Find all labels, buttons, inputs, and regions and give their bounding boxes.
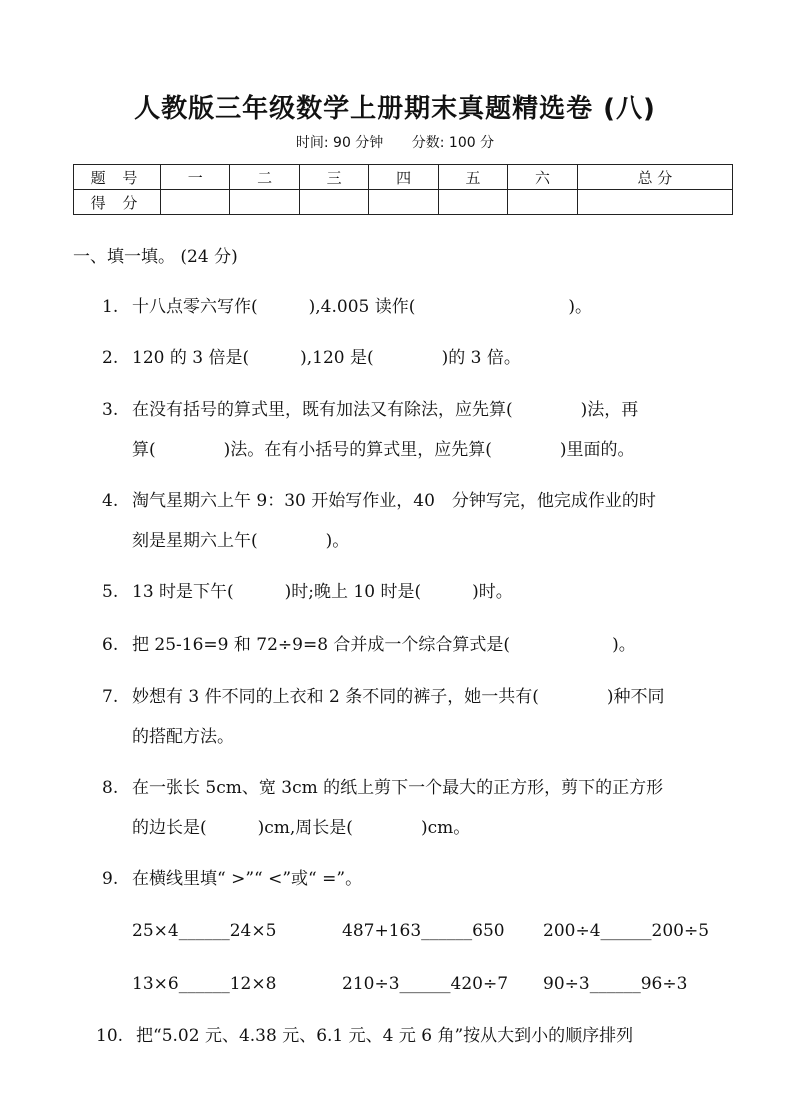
comparison-item: 13×6______12×8 — [132, 974, 277, 994]
question-text: 在一张长 5cm、宽 3cm 的纸上剪下一个最大的正方形，剪下的正方形 — [132, 778, 664, 798]
total-score: 分数: 100 分 — [411, 135, 495, 151]
score-cell: 五 — [438, 165, 507, 190]
score-cell: 总 分 — [577, 165, 732, 190]
score-cell: 得 分 — [74, 190, 161, 215]
question-text: 13 时是下午( )时;晚上 10 时是( )时。 — [132, 582, 513, 602]
question-number: 5. — [102, 582, 119, 602]
question-text: 的边长是( )cm,周长是( )cm。 — [132, 818, 471, 838]
question-number: 10. — [96, 1026, 124, 1046]
comparison-item: 200÷4______200÷5 — [543, 921, 710, 941]
question-number: 3. — [102, 400, 119, 420]
question-text: 算( )法。在有小括号的算式里，应先算( )里面的。 — [132, 440, 635, 460]
question-text: 120 的 3 倍是( ),120 是( )的 3 倍。 — [132, 348, 521, 368]
score-input-cell[interactable] — [369, 190, 438, 215]
score-input-cell[interactable] — [161, 190, 230, 215]
exam-info — [0, 132, 790, 152]
time-limit: 时间: 90 分钟 — [295, 135, 384, 151]
question-text: 把 25-16=9 和 72÷9=8 合并成一个综合算式是( )。 — [132, 635, 636, 655]
score-input-cell[interactable] — [508, 190, 577, 215]
score-cell: 二 — [230, 165, 299, 190]
score-cell: 六 — [508, 165, 577, 190]
question-text: 在没有括号的算式里，既有加法又有除法，应先算( )法，再 — [132, 400, 639, 420]
score-input-cell[interactable] — [577, 190, 732, 215]
comparison-item: 25×4______24×5 — [132, 921, 277, 941]
question-number: 8. — [102, 778, 119, 798]
score-cell: 一 — [161, 165, 230, 190]
score-table — [73, 164, 733, 215]
score-table-score-row — [74, 190, 733, 215]
comparison-item: 90÷3______96÷3 — [543, 974, 688, 994]
score-table-header-row — [74, 165, 733, 190]
question-text: 刻是星期六上午( )。 — [132, 531, 350, 551]
question-number: 1. — [102, 297, 119, 317]
question-text: 十八点零六写作( ),4.005 读作( )。 — [132, 297, 593, 317]
question-text: 在横线里填“ >”“ <”或“ =”。 — [132, 869, 363, 889]
score-cell: 三 — [299, 165, 368, 190]
score-input-cell[interactable] — [299, 190, 368, 215]
question-text: 把“5.02 元、4.38 元、6.1 元、4 元 6 角”按从大到小的顺序排列 — [136, 1026, 634, 1046]
page-title: 人教版三年级数学上册期末真题精选卷 (八) — [134, 94, 656, 124]
question-number: 7. — [102, 687, 119, 707]
question-text: 妙想有 3 件不同的上衣和 2 条不同的裤子，她一共有( )种不同 — [132, 687, 665, 707]
question-text: 的搭配方法。 — [132, 727, 234, 747]
comparison-item: 487+163______650 — [342, 921, 505, 941]
question-number: 6. — [102, 635, 119, 655]
question-text: 淘气星期六上午 9：30 开始写作业，40 分钟写完，他完成作业的时 — [132, 491, 656, 511]
score-cell: 题 号 — [74, 165, 161, 190]
score-cell: 四 — [369, 165, 438, 190]
question-number: 4. — [102, 491, 119, 511]
comparison-item: 210÷3______420÷7 — [342, 974, 509, 994]
question-number: 9. — [102, 869, 119, 889]
score-input-cell[interactable] — [230, 190, 299, 215]
question-number: 2. — [102, 348, 119, 368]
section-title: 一、填一填。 (24 分) — [73, 247, 238, 267]
score-input-cell[interactable] — [438, 190, 507, 215]
